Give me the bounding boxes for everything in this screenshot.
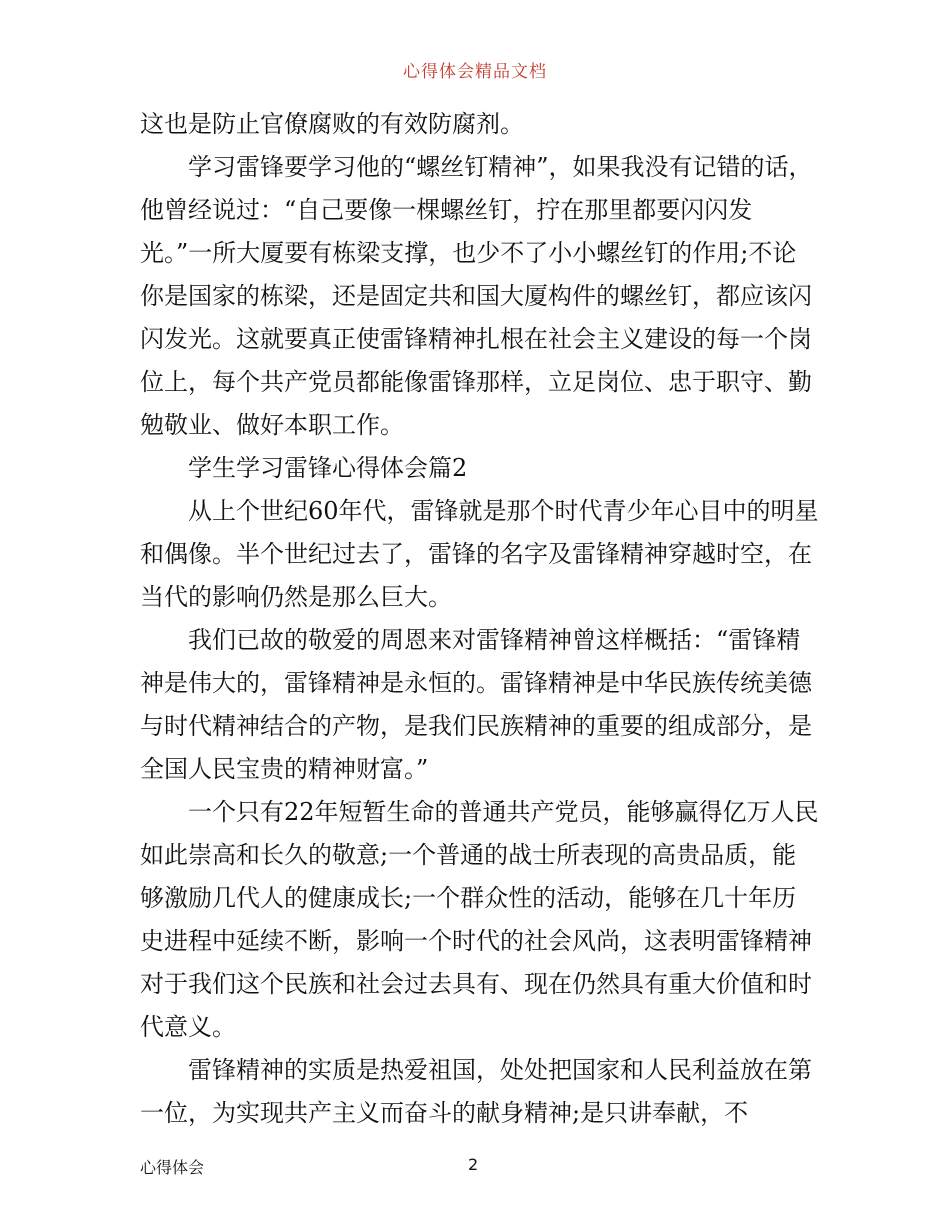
paragraph: 这也是防止官僚腐败的有效防腐剂。 bbox=[140, 110, 524, 138]
paragraph: 从上个世纪60年代，雷锋就是那个时代青少年心目中的明星和偶像。半个世纪过去了，雷锋的名字及雷锋精神穿越时空，在当代的影响仍然是那么巨大。 bbox=[140, 497, 819, 611]
page-number: 2 bbox=[468, 1155, 479, 1174]
page-header-title: 心得体会精品文档 bbox=[403, 62, 547, 82]
paragraph: 一个只有22年短暂生命的普通共产党员，能够赢得亿万人民如此崇高和长久的敬意;一个普通的战士所表现的高贵品质，能够激励几代人的健康成长;一个群众性的活动，能够在几十年历史进程中延续不断，影响一个时代的社会风尚，这表明雷锋精神对于我们这个民族和社会过去具有、现在仍然具有重大价值和时代意义。 bbox=[140, 798, 819, 1041]
footer-label: 心得体会 bbox=[140, 1158, 205, 1177]
document-body bbox=[140, 103, 820, 1135]
paragraph: 学习雷锋要学习他的“螺丝钉精神”，如果我没有记错的话，他曾经说过：“自己要像一棵螺丝钉，拧在那里都要闪闪发光。”一所大厦要有栋梁支撑，也少不了小小螺丝钉的作用;不论你是国家的栋梁，还是固定共和国大厦构件的螺丝钉，都应该闪闪发光。这就要真正使雷锋精神扎根在社会主义建设的每一个岗位上，每个共产党员都能像雷锋那样，立足岗位、忠于职守、勤勉敬业、做好本职工作。 bbox=[140, 153, 813, 439]
paragraph: 雷锋精神的实质是热爱祖国，处处把国家和人民利益放在第一位，为实现共产主义而奋斗的献身精神;是只讲奉献，不 bbox=[140, 1056, 812, 1127]
section-heading: 学生学习雷锋心得体会篇2 bbox=[188, 454, 468, 482]
paragraph: 我们已故的敬爱的周恩来对雷锋精神曾这样概括：“雷锋精神是伟大的，雷锋精神是永恒的。雷锋精神是中华民族传统美德与时代精神结合的产物，是我们民族精神的重要的组成部分，是全国人民宝贵的精神财富。” bbox=[140, 626, 812, 783]
